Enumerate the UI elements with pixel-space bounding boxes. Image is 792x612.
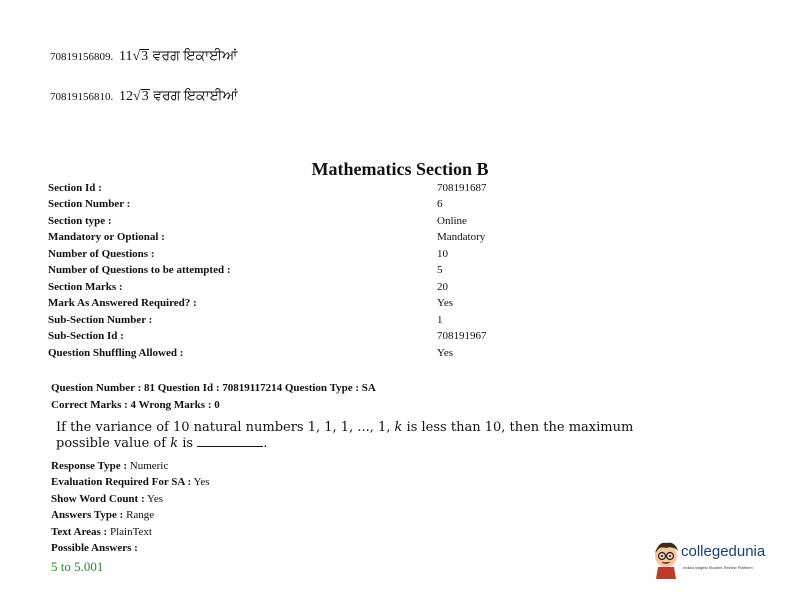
- info-label: Section Number :: [48, 198, 131, 210]
- sqrt-symbol: √: [132, 49, 141, 64]
- response-label: Possible Answers :: [51, 542, 138, 554]
- info-value: Yes: [437, 297, 454, 309]
- question-text-end: .: [263, 436, 268, 451]
- response-value: Range: [123, 509, 155, 521]
- question-header: Question Number : 81 Question Id : 70819117214 Question Type : SA: [51, 382, 376, 394]
- option-answer: [119, 49, 237, 64]
- response-row: [51, 509, 154, 521]
- option-radicand: 3: [141, 49, 149, 64]
- info-label: Sub-Section Id :: [48, 330, 124, 342]
- section-info-row: [48, 330, 568, 346]
- info-label: Mandatory or Optional :: [48, 231, 165, 243]
- info-value: 708191687: [437, 182, 487, 194]
- info-label: Section type :: [48, 215, 112, 227]
- section-info-row: [48, 248, 568, 264]
- response-value: Numeric: [127, 460, 169, 472]
- question-text: If the variance of 10 natural numbers 1, 1, 1, ..., 1,: [56, 420, 395, 435]
- info-label: Section Marks :: [48, 281, 123, 293]
- response-row: [51, 542, 138, 554]
- question-text: possible value of: [56, 436, 171, 451]
- response-row: [51, 493, 163, 505]
- response-label: Show Word Count :: [51, 493, 145, 505]
- option-row: [50, 49, 237, 65]
- response-value: PlainText: [107, 526, 152, 538]
- section-info-row: [48, 198, 568, 214]
- response-label: Answers Type :: [51, 509, 124, 521]
- section-info-row: [48, 297, 568, 313]
- section-info-row: [48, 314, 568, 330]
- option-answer: [119, 89, 238, 104]
- section-info-row: [48, 182, 568, 198]
- section-info-row: [48, 281, 568, 297]
- response-row: [51, 476, 210, 488]
- info-value: 20: [437, 281, 448, 293]
- question-text-line2: [56, 436, 267, 451]
- collegedunia-logo: [651, 541, 781, 581]
- answer-blank: [197, 436, 263, 447]
- info-label: Number of Questions :: [48, 248, 155, 260]
- info-value: 708191967: [437, 330, 487, 342]
- response-value: Yes: [144, 493, 163, 505]
- question-text-line1: [56, 420, 633, 435]
- option-id: 70819156809.: [50, 51, 114, 63]
- info-label: Question Shuffling Allowed :: [48, 347, 184, 359]
- info-value: 1: [437, 314, 443, 326]
- section-info-row: [48, 231, 568, 247]
- sqrt-symbol: √: [133, 89, 141, 104]
- response-row: [51, 460, 168, 472]
- response-row: [51, 526, 152, 538]
- info-label: Sub-Section Number :: [48, 314, 153, 326]
- response-label: Text Areas :: [51, 526, 108, 538]
- info-value: 6: [437, 198, 443, 210]
- variable-k: k: [394, 420, 403, 435]
- possible-answer: 5 to 5.001: [51, 559, 104, 574]
- info-value: Mandatory: [437, 231, 486, 243]
- info-label: Number of Questions to be attempted :: [48, 264, 231, 276]
- section-info-row: [48, 264, 568, 280]
- option-coefficient: 11: [119, 49, 133, 64]
- question-text: is: [178, 436, 194, 451]
- response-value: Yes: [191, 476, 210, 488]
- option-id: 70819156810.: [50, 91, 114, 103]
- info-value: 10: [437, 248, 448, 260]
- section-title: Mathematics Section B: [311, 159, 489, 179]
- info-value: Yes: [437, 347, 454, 359]
- logo-tagline: India's largest Student Review Platform: [683, 565, 753, 570]
- section-info-row: [48, 215, 568, 231]
- option-unit: ਵਰਗ ਇਕਾਈਆਂ: [153, 89, 238, 104]
- response-label: Response Type :: [51, 460, 127, 472]
- option-unit: ਵਰਗ ਇਕਾਈਆਂ: [152, 49, 238, 64]
- variable-k: k: [170, 436, 179, 451]
- option-row: [50, 89, 238, 105]
- logo-wordmark: collegedunia: [681, 543, 766, 560]
- info-label: Section Id :: [48, 182, 102, 194]
- question-text: is less than 10, then the maximum: [402, 420, 634, 435]
- response-label: Evaluation Required For SA :: [51, 476, 192, 488]
- info-value: 5: [437, 264, 443, 276]
- mascot-icon: [651, 541, 681, 581]
- info-value: Online: [437, 215, 467, 227]
- option-radicand: 3: [141, 89, 149, 104]
- option-coefficient: 12: [119, 89, 133, 104]
- info-label: Mark As Answered Required? :: [48, 297, 197, 309]
- question-marks: Correct Marks : 4 Wrong Marks : 0: [51, 399, 220, 411]
- section-info-row: [48, 347, 568, 363]
